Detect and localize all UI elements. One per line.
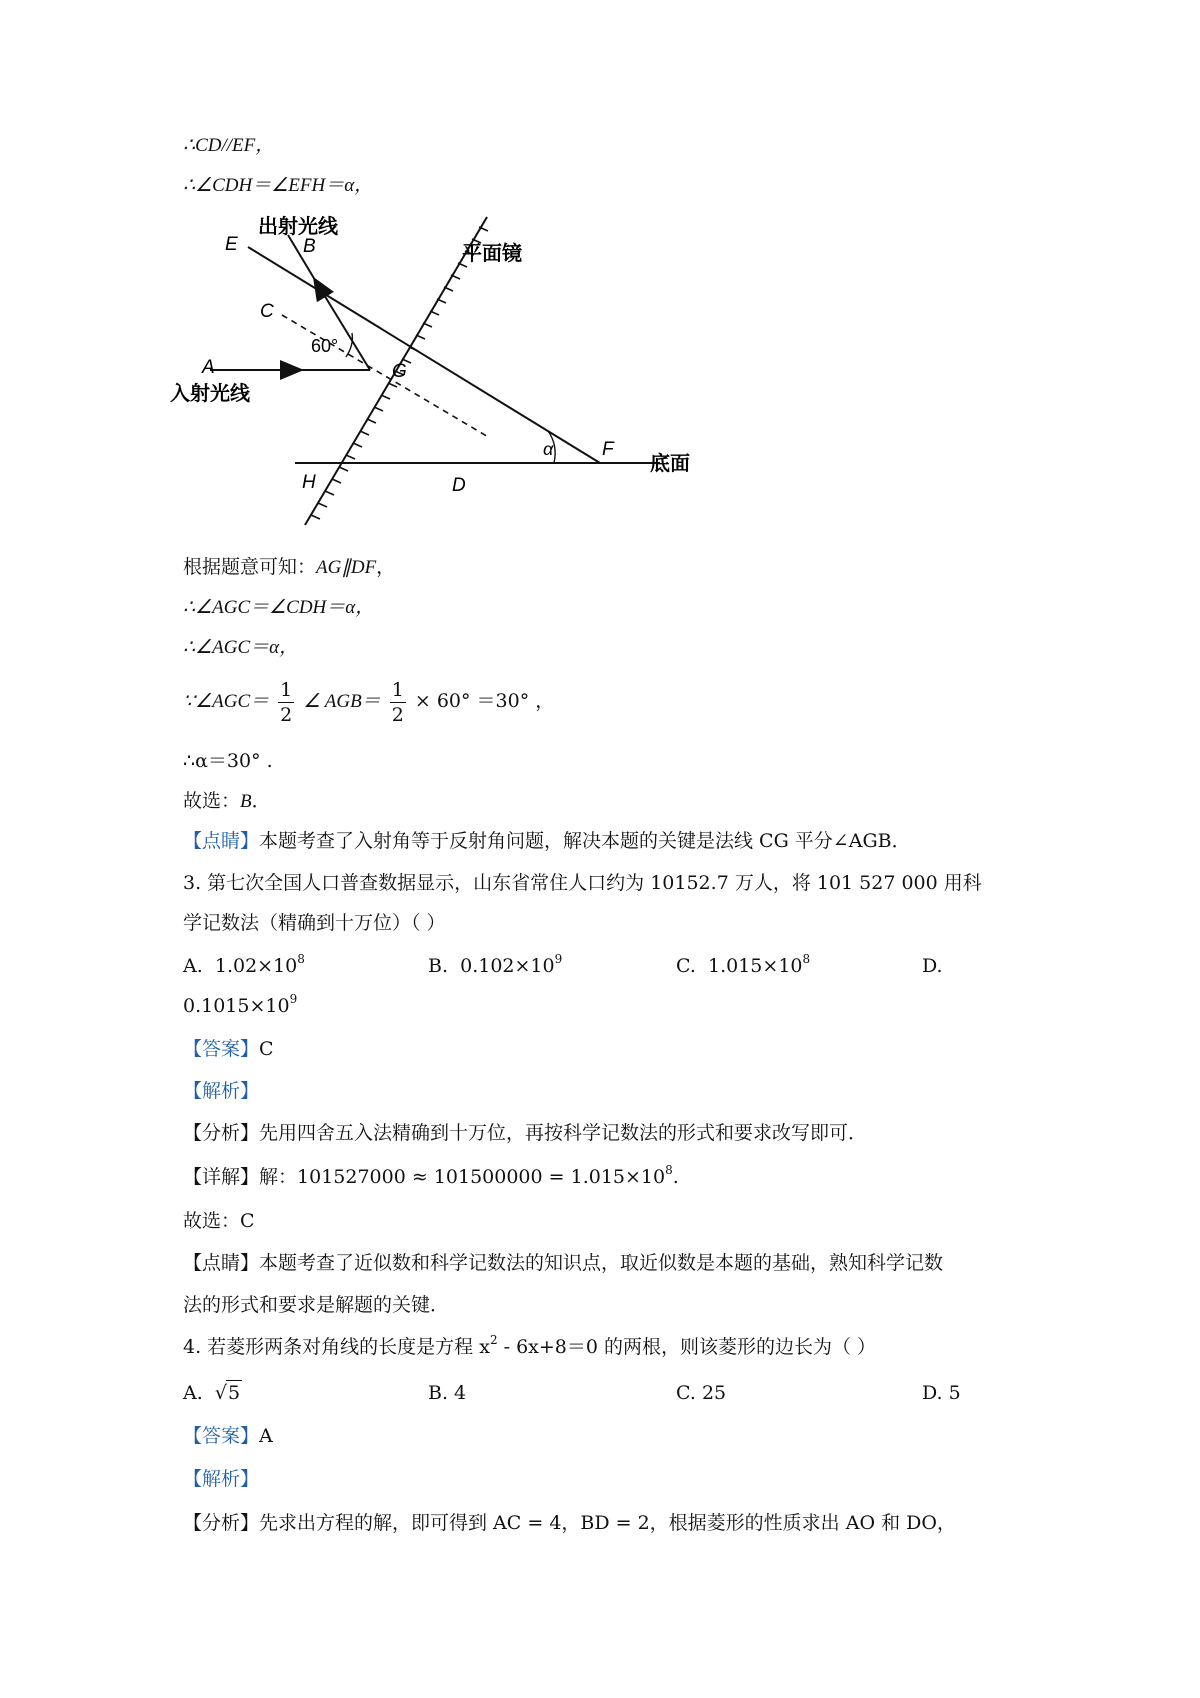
- label-outgoing-ray: 出射光线: [258, 216, 338, 238]
- fraction-half: $\frac{1}{2}$: [280, 678, 293, 726]
- q3-option-c: C. $1.015\times 10^8$: [676, 952, 811, 977]
- text: ∴CD//EF，: [183, 135, 275, 156]
- tag-fenxi: 【分析】: [183, 1512, 260, 1534]
- line-agc-cdh: [183, 594, 374, 621]
- text: 故选：: [183, 790, 241, 812]
- q3-option-b: B. $0.102\times 10^9$: [428, 952, 563, 977]
- fraction-half-2: $\frac{1}{2}$: [391, 678, 404, 726]
- label-point-f: F: [602, 439, 614, 460]
- tag-dianjing: 【点睛】: [183, 830, 260, 852]
- text: 3. 第七次全国人口普查数据显示，山东省常住人口约为 10152.7 万人，将 101 527 000 用科: [183, 872, 982, 894]
- q3-option-a: A. $1.02\times 10^8$: [183, 952, 305, 977]
- q3-stem-line1: [183, 870, 982, 896]
- text: 学记数法（精确到十万位）（ ）: [183, 912, 446, 934]
- tag-analysis: 【解析】: [183, 1080, 260, 1102]
- answer-value: A: [259, 1425, 273, 1447]
- text: ∴∠CDH＝∠EFH＝α，: [183, 175, 374, 196]
- label-mirror: 平面镜: [462, 243, 522, 265]
- line-cd-parallel-ef: [183, 132, 274, 159]
- text: - 6x+8＝0 的两根，则该菱形的边长为（ ）: [497, 1336, 877, 1358]
- q3-stem-line2: [183, 910, 446, 936]
- text: 故选：C: [183, 1210, 255, 1232]
- text: 本题考查了近似数和科学记数法的知识点，取近似数是本题的基础，熟知科学记数: [259, 1252, 944, 1274]
- label-incident-ray: 入射光线: [170, 383, 250, 405]
- q3-dianjing-line2: [183, 1292, 449, 1318]
- line-agc-alpha: [183, 634, 298, 661]
- text: 4. 若菱形两条对角线的长度是方程 x: [183, 1336, 490, 1358]
- line-half-angle: [183, 674, 554, 729]
- text: 根据题意可知：: [183, 556, 317, 578]
- line-ag-parallel-df: [183, 554, 395, 581]
- tag-detail: 【详解】: [183, 1166, 260, 1188]
- label-point-c: C: [260, 301, 274, 322]
- text: ∴α＝30° .: [183, 750, 273, 772]
- label-point-d: D: [452, 475, 466, 496]
- line-choose-b: [183, 788, 271, 815]
- text: ∵∠AGC＝: [183, 691, 270, 712]
- q4-analysis-tag: [183, 1466, 259, 1492]
- line-angle-cdh: [183, 172, 373, 199]
- text: ∴∠AGC＝α，: [183, 637, 299, 658]
- text: 本题考查了入射角等于反射角问题，解决本题的关键是法线 CG 平分∠AGB．: [259, 830, 911, 852]
- tag-answer: 【答案】: [183, 1038, 260, 1060]
- text: ，: [376, 556, 396, 578]
- tag-fenxi: 【分析】: [183, 1122, 260, 1144]
- q4-option-a: A. √5: [183, 1382, 241, 1404]
- text: ．: [251, 790, 271, 812]
- label-bottom: 底面: [650, 453, 690, 475]
- q3-analysis-tag: [183, 1078, 259, 1104]
- line-alpha-30: [183, 748, 273, 774]
- label-point-e: E: [225, 234, 238, 255]
- q3-option-d-label: D.: [922, 955, 943, 977]
- q3-dianjing-line1: [183, 1250, 943, 1276]
- text: ∴∠AGC＝∠CDH＝α，: [183, 597, 375, 618]
- answer-value: C: [259, 1038, 274, 1060]
- q3-fenxi: [183, 1120, 867, 1146]
- label-point-b: B: [303, 236, 316, 257]
- tag-dianjing: 【点睛】: [183, 1252, 260, 1274]
- text: ∠ AGB＝: [303, 691, 381, 712]
- line-dianjing-q2: [183, 828, 911, 854]
- tag-answer: 【答案】: [183, 1425, 260, 1447]
- q3-option-d-value: $0.1015\times 10^9$: [183, 992, 298, 1017]
- q4-answer: [183, 1423, 273, 1449]
- label-alpha: α: [543, 439, 554, 459]
- label-angle-60: 60°: [311, 336, 339, 356]
- text: 解：101527000 ≈ 101500000 = 1.015×10: [259, 1166, 666, 1188]
- math: AG∥DF: [316, 557, 377, 578]
- text: 先用四舍五入法精确到十万位，再按科学记数法的形式和要求改写即可．: [259, 1122, 868, 1144]
- q4-stem: 4. 若菱形两条对角线的长度是方程 $x^2 - 6x+8=0$ 的两根，则该菱形的边长为（ ）: [183, 1333, 877, 1358]
- label-point-h: H: [302, 472, 316, 493]
- line-ef: [248, 247, 600, 463]
- q4-option-d: D. 5: [922, 1382, 961, 1404]
- sqrt-radicand: 5: [227, 1382, 241, 1404]
- tag-analysis: 【解析】: [183, 1468, 260, 1490]
- reflected-ray: [315, 280, 370, 370]
- label-point-g: G: [392, 361, 407, 382]
- text: 先求出方程的解，即可得到 AC = 4，BD = 2，根据菱形的性质求出 AO 和 DO，: [259, 1512, 956, 1534]
- optics-diagram: [170, 205, 730, 535]
- q3-detail: 【详解】解：$101527000 \approx 101500000 = 1.015\times 10^8$.: [183, 1163, 679, 1188]
- q4-option-b: B. 4: [428, 1382, 467, 1404]
- label-point-a: A: [202, 357, 215, 378]
- math: B: [240, 791, 252, 812]
- text: 法的形式和要求是解题的关键．: [183, 1294, 450, 1316]
- q3-answer: [183, 1036, 274, 1062]
- text: × 60° ＝30° ，: [414, 690, 555, 712]
- q4-option-c: C. 25: [676, 1382, 727, 1404]
- q3-choose: [183, 1208, 255, 1234]
- q4-fenxi: [183, 1510, 956, 1536]
